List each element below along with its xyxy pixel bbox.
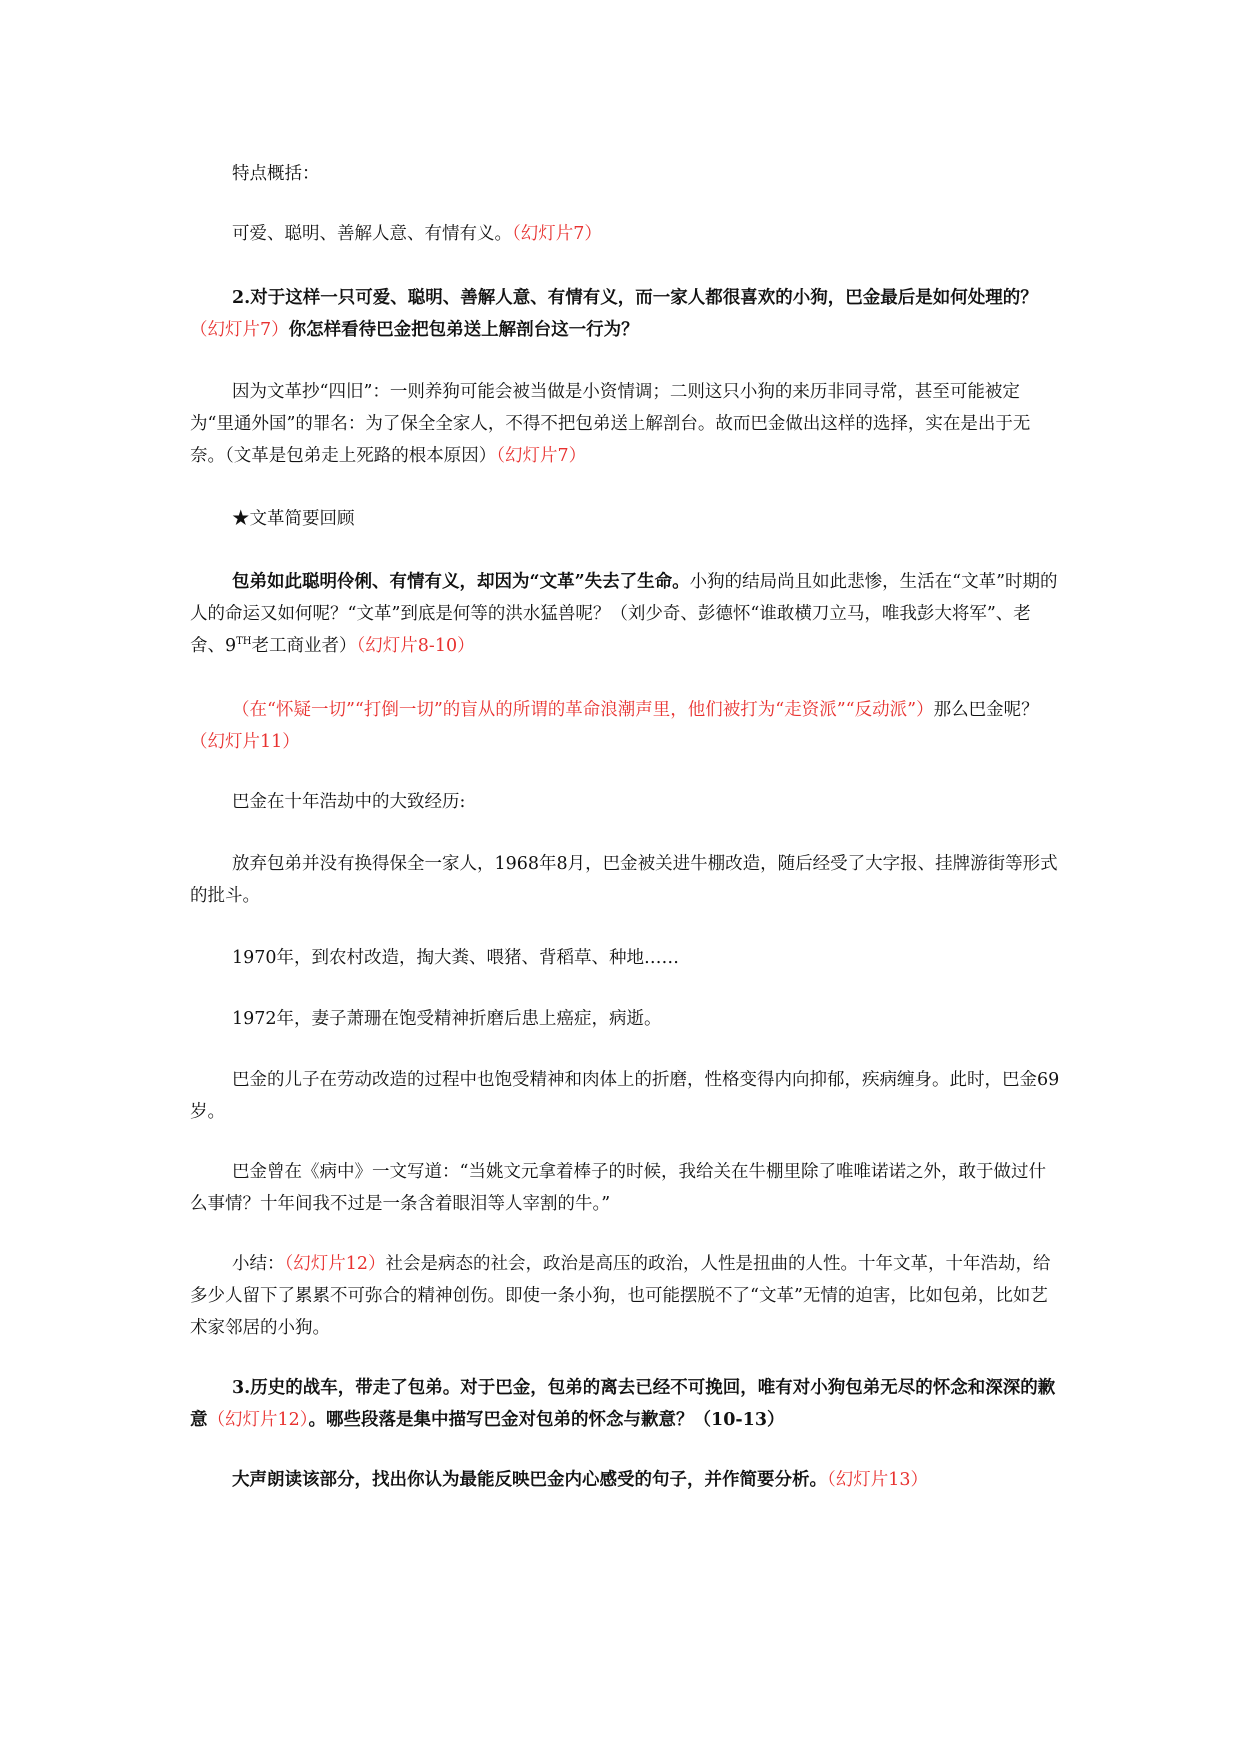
paragraph-text: 巴金在十年浩劫中的大致经历: [232,792,466,812]
question-text: 你怎样看待巴金把包弟送上解剖台这一行为？ [288,320,639,340]
slide-reference: （幻灯片7） [496,446,587,466]
question-text: 2.对于这样一只可爱、聪明、善解人意、有情有义，而一家人都很喜欢的小狗，巴金最后是如何处理的？ [232,288,1038,308]
slide-reference: （幻灯片12） [207,1410,309,1430]
question-text: 。哪些段落是集中描写巴金对包弟的怀念与歉意？（10-13） [308,1410,785,1430]
slide-reference: （幻灯片7） [512,224,602,244]
paragraph-bajin-experience-heading [190,786,1060,818]
paragraph-text: 可爱、聪明、善解人意、有情有义。 [232,224,512,244]
paragraph-1972 [190,1003,1060,1035]
paragraph-text: ★文革简要回顾 [232,509,355,529]
question-3 [190,1372,1060,1436]
paragraph-text: 小结： [232,1254,285,1274]
paragraph-text: 巴金的儿子在劳动改造的过程中也饱受精神和肉体上的折磨，性格变得内向抑郁，疾病缠身。此时，巴金69岁。 [190,1070,1060,1122]
paragraph-text: 1970年，到农村改造，掏大粪、喂猪、背稻草、种地…… [232,948,680,968]
paragraph-feature-summary [190,218,1060,250]
paragraph-text: 老工商业者） [251,636,357,656]
question-2 [190,282,1060,346]
paragraph-text: 1972年，妻子萧珊在饱受精神折磨后患上癌症，病逝。 [232,1009,662,1029]
paragraph-quote-bingzhong [190,1156,1060,1220]
slide-reference: （幻灯片7） [190,320,289,340]
section-heading-cultural-revolution [190,503,1060,535]
paragraph-1970 [190,942,1060,974]
paragraph-bold-text: 包弟如此聪明伶俐、有情有义，却因为“文革”失去了生命。 [232,572,690,592]
answer-2 [190,376,1060,472]
paragraph-text: 社会是病态的社会，政治是高压的政治，人性是扭曲的人性。十年文革，十年浩劫，给多少人留下了累累不可弥合的精神创伤。即使一条小狗，也可能摆脱不了“文革”无情的迫害，比如包弟，比如艺术家邻居的小狗。 [190,1254,1051,1338]
paragraph-text: 特点概括： [232,164,320,184]
paragraph-text: 那么巴金呢？ [933,700,1039,720]
paragraph-text: 放弃包弟并没有换得保全一家人，1968年8月，巴金被关进牛棚改造，随后经受了大字报、挂牌游街等形式的批斗。 [190,854,1058,906]
paragraph-son [190,1064,1060,1128]
task-read-aloud [190,1464,1060,1496]
question-text: 3.历史的战车，带走了包弟。对于巴金，包弟的离去已经不可挽回，唯有对小狗包弟无尽的怀念和深深的歉意 [190,1378,1056,1430]
question-text: 大声朗读该部分，找出你认为最能反映巴金内心感受的句子，并作简要分析。 [232,1470,827,1490]
slide-reference: （幻灯片13） [827,1470,929,1490]
superscript: TH [236,636,252,648]
paragraph-text: 巴金曾在《病中》一文写道：“当姚文元拿着棒子的时候，我给关在牛棚里除了唯唯诺诺之外，敢于做过什么事情？十年间我不过是一条含着眼泪等人宰割的牛。” [190,1162,1046,1214]
slide-reference: （幻灯片8-10） [356,636,475,656]
slide-reference: （幻灯片11） [190,732,300,752]
annotation-text: （在“怀疑一切”“打倒一切”的盲从的所谓的革命浪潮声里，他们被打为“走资派”“反动派”） [232,700,934,720]
slide-reference: （幻灯片12） [284,1254,386,1274]
paragraph-text: 小狗的结局尚且如此悲惨，生活在“文革”时期的人的命运又如何呢？“文革”到底是何等的洪水猛兽呢？（刘少奇、彭德怀“谁敢横刀立马，唯我彭大将军”、老舍、9 [190,572,1058,656]
paragraph-summary [190,1248,1060,1344]
paragraph-cultural-revolution [190,566,1060,662]
paragraph-feature-heading [190,158,1060,190]
paragraph-bajin-question [190,694,1060,758]
paragraph-text: 因为文革抄“四旧”：一则养狗可能会被当做是小资情调；二则这只小狗的来历非同寻常，甚至可能被定为“里通外国”的罪名：为了保全全家人，不得不把包弟送上解剖台。故而巴金做出这样的选择，实在是出于无奈。（文革是包弟走上死路的根本原因） [190,382,1031,466]
paragraph-1968 [190,848,1060,912]
